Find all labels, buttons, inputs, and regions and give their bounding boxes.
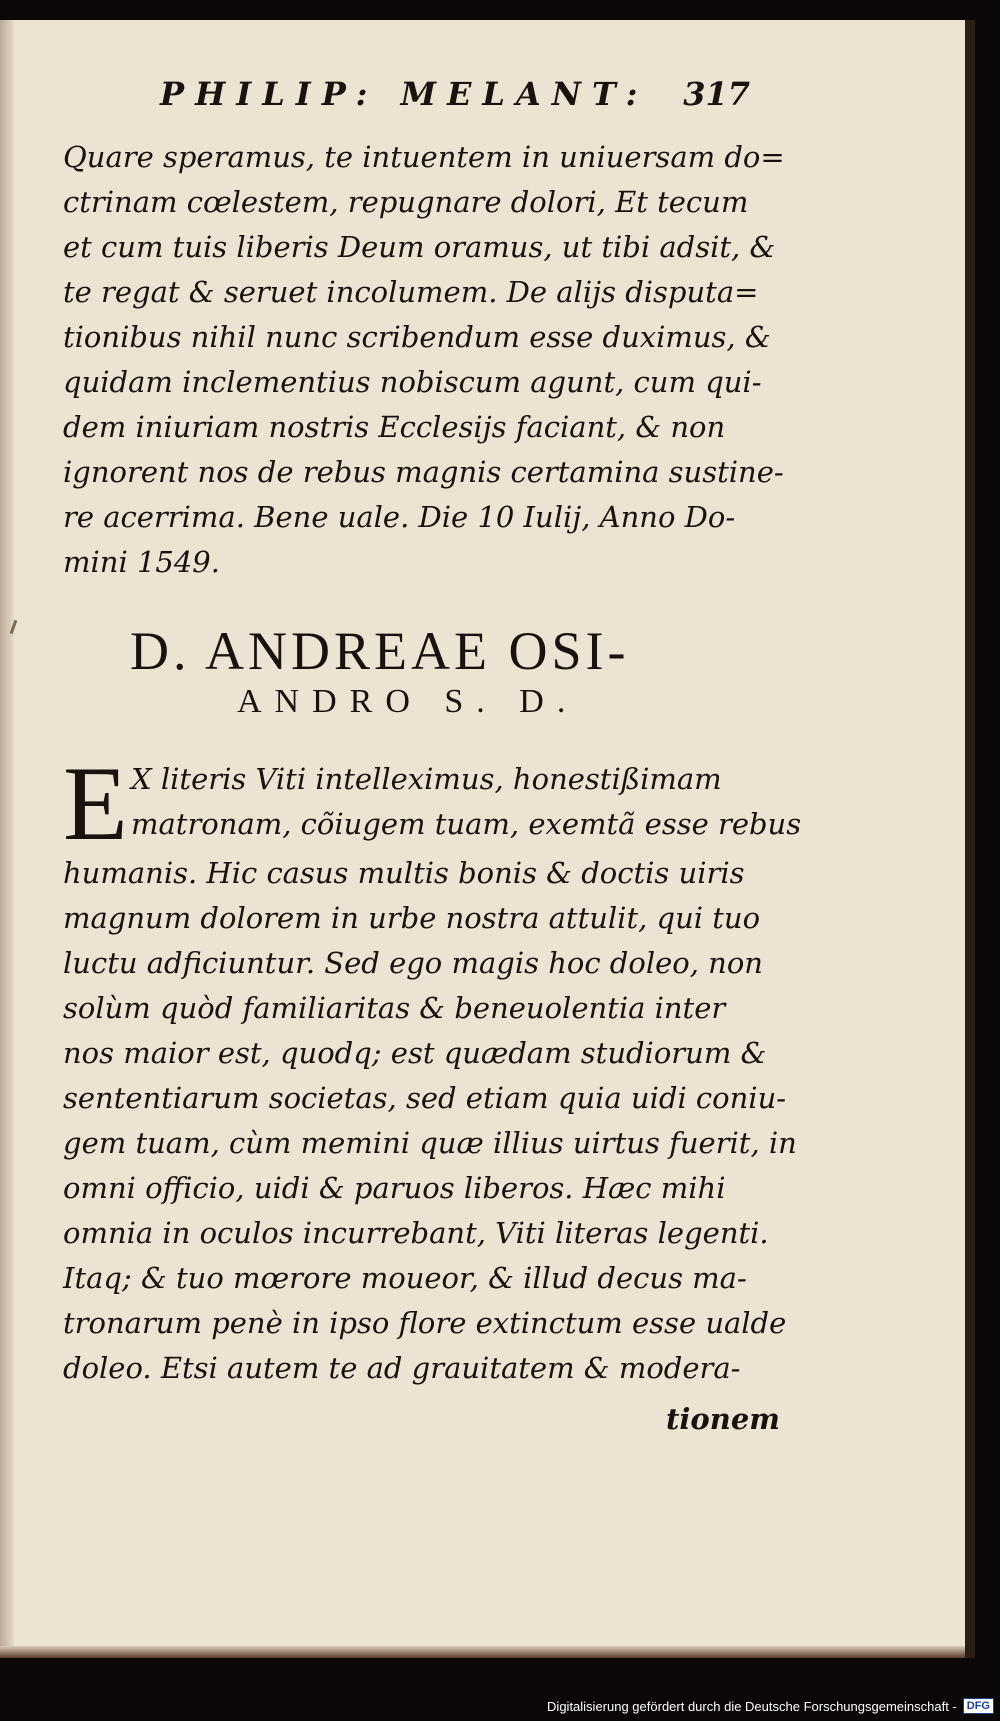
drop-cap: E: [63, 745, 128, 862]
letter-body: [63, 745, 802, 1391]
text-line: ignorent nos de rebus magnis certamina sustine-: [63, 455, 784, 489]
text-line: ctrinam cœlestem, repugnare dolori, Et tecum: [63, 185, 749, 219]
page-gutter: [0, 20, 14, 1658]
text-line: quidam inclementius nobiscum agunt, cum qui-: [63, 365, 762, 399]
letter-subheading: ANDRO S. D.: [237, 683, 579, 720]
text-line: et cum tuis liberis Deum oramus, ut tibi adsit, &: [63, 230, 776, 264]
text-line: gem tuam, cùm memini quæ illius uirtus fuerit, in: [63, 1126, 797, 1160]
dfg-logo-icon: DFG: [963, 1698, 994, 1714]
text-line: dem iniuriam nostris Ecclesijs faciant, & non: [63, 410, 726, 444]
text-line: te regat & seruet incolumem. De alijs disputa=: [63, 275, 759, 309]
text-line: omnia in oculos incurrebant, Viti literas legenti.: [63, 1216, 769, 1250]
letter-heading: D. ANDREAE OSI-: [130, 621, 630, 681]
text-line: humanis. Hic casus multis bonis & doctis uiris: [63, 856, 745, 890]
page-number: 317: [683, 75, 750, 113]
text-line: tronarum penè in ipso flore extinctum esse ualde: [63, 1306, 787, 1340]
text-line: luctu adficiuntur. Sed ego magis hoc doleo, non: [63, 946, 763, 980]
text-line: sententiarum societas, sed etiam quia uidi coniu-: [63, 1081, 787, 1115]
text-line-first: X literis Viti intelleximus, honestißimam: [131, 762, 722, 796]
text-line: tionibus nihil nunc scribendum esse duximus, &: [63, 320, 771, 354]
page-header: [160, 75, 750, 125]
book-page: [0, 20, 975, 1658]
digitization-footer: [547, 1695, 994, 1717]
text-line: nos maior est, quodq; est quædam studiorum &: [63, 1036, 767, 1070]
catchword: tionem: [666, 1402, 780, 1436]
page-bottom-edge: [0, 1646, 965, 1658]
paragraph-closing: [63, 135, 785, 585]
text-line: matronam, cõiugem tuam, exemtã esse rebus: [131, 807, 802, 841]
text-line: Quare speramus, te intuentem in uniuersam do=: [63, 140, 785, 174]
running-title: PHILIP: MELANT:: [160, 75, 649, 113]
text-line: Itaq; & tuo mœrore moueor, & illud decus ma-: [63, 1261, 747, 1295]
text-line: solùm quòd familiaritas & beneuolentia inter: [63, 991, 726, 1025]
text-line: doleo. Etsi autem te ad grauitatem & modera-: [63, 1351, 741, 1385]
text-line: omni officio, uidi & paruos liberos. Hæc mihi: [63, 1171, 726, 1205]
funding-credit: Digitalisierung gefördert durch die Deutsche Forschungsgemeinschaft -: [547, 1698, 957, 1714]
text-line: re acerrima. Bene uale. Die 10 Iulij, Anno Do-: [63, 500, 736, 534]
text-line: mini 1549.: [63, 545, 220, 579]
text-line: magnum dolorem in urbe nostra attulit, qui tuo: [63, 901, 761, 935]
